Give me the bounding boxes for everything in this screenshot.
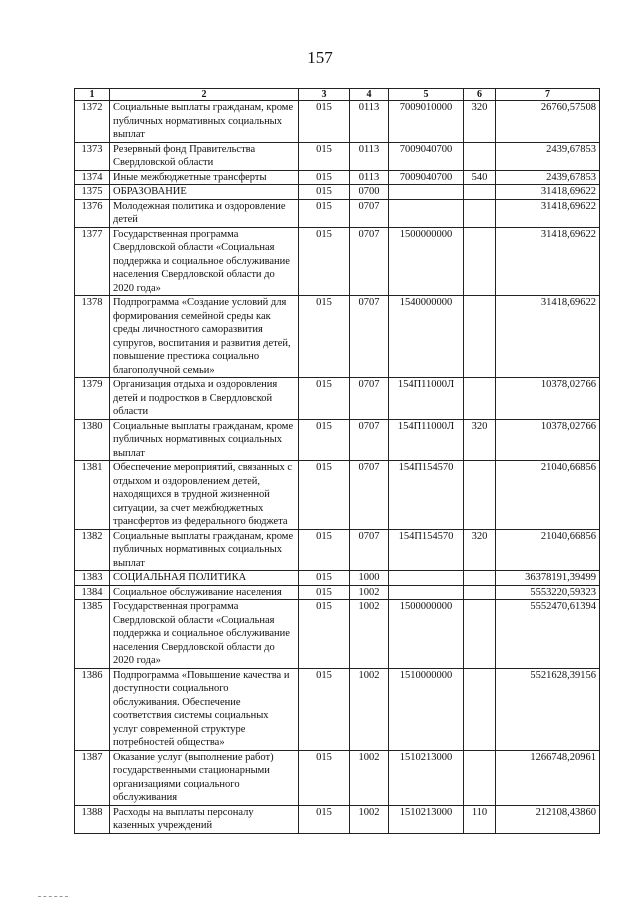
row-ministry-code: 015	[299, 805, 350, 833]
row-section-code: 0700	[350, 185, 389, 200]
row-amount: 10378,02766	[496, 378, 600, 420]
row-ministry-code: 015	[299, 529, 350, 571]
row-target-article: 154П154570	[389, 529, 464, 571]
row-name: Молодежная политика и оздоровление детей	[110, 199, 299, 227]
row-target-article: 1500000000	[389, 600, 464, 669]
row-amount: 5552470,61394	[496, 600, 600, 669]
row-target-article	[389, 199, 464, 227]
row-expense-type: 540	[464, 170, 496, 185]
row-number: 1379	[75, 378, 110, 420]
row-number: 1375	[75, 185, 110, 200]
row-section-code: 0707	[350, 461, 389, 530]
row-number: 1386	[75, 668, 110, 750]
row-expense-type	[464, 185, 496, 200]
row-ministry-code: 015	[299, 378, 350, 420]
table-row	[75, 170, 600, 185]
row-section-code: 0707	[350, 529, 389, 571]
row-name: Оказание услуг (выполнение работ) государственными стационарными организациями социального обслуживания	[110, 750, 299, 805]
row-target-article: 7009010000	[389, 101, 464, 143]
row-ministry-code: 015	[299, 461, 350, 530]
row-section-code: 1002	[350, 600, 389, 669]
row-amount: 5553220,59323	[496, 585, 600, 600]
row-section-code: 1002	[350, 750, 389, 805]
row-target-article: 1510000000	[389, 668, 464, 750]
row-name: Резервный фонд Правительства Свердловской области	[110, 142, 299, 170]
row-section-code: 0707	[350, 378, 389, 420]
row-expense-type	[464, 199, 496, 227]
row-expense-type: 320	[464, 419, 496, 461]
row-name: Организация отдыха и оздоровления детей и подростков в Свердловской области	[110, 378, 299, 420]
row-number: 1372	[75, 101, 110, 143]
scan-edge-mark	[38, 896, 68, 897]
row-expense-type	[464, 378, 496, 420]
row-section-code: 0707	[350, 199, 389, 227]
row-ministry-code: 015	[299, 296, 350, 378]
row-section-code: 0707	[350, 419, 389, 461]
table-row	[75, 750, 600, 805]
row-section-code: 0707	[350, 227, 389, 296]
row-target-article: 154П154570	[389, 461, 464, 530]
row-ministry-code: 015	[299, 227, 350, 296]
row-section-code: 1002	[350, 805, 389, 833]
row-expense-type: 320	[464, 529, 496, 571]
row-ministry-code: 015	[299, 170, 350, 185]
row-name: Социальное обслуживание населения	[110, 585, 299, 600]
page-number: 157	[307, 48, 333, 67]
table-row	[75, 199, 600, 227]
row-ministry-code: 015	[299, 142, 350, 170]
row-amount: 2439,67853	[496, 170, 600, 185]
row-name: Социальные выплаты гражданам, кроме публичных нормативных социальных выплат	[110, 101, 299, 143]
row-ministry-code: 015	[299, 199, 350, 227]
column-header: 4	[350, 89, 389, 101]
column-header: 7	[496, 89, 600, 101]
row-target-article: 1540000000	[389, 296, 464, 378]
row-ministry-code: 015	[299, 750, 350, 805]
row-number: 1377	[75, 227, 110, 296]
row-number: 1373	[75, 142, 110, 170]
table-body	[75, 101, 600, 834]
row-ministry-code: 015	[299, 419, 350, 461]
column-header: 1	[75, 89, 110, 101]
row-expense-type	[464, 142, 496, 170]
row-ministry-code: 015	[299, 185, 350, 200]
table-row	[75, 571, 600, 586]
row-amount: 36378191,39499	[496, 571, 600, 586]
table-row	[75, 668, 600, 750]
row-number: 1382	[75, 529, 110, 571]
row-amount: 2439,67853	[496, 142, 600, 170]
row-target-article: 1500000000	[389, 227, 464, 296]
table-row	[75, 585, 600, 600]
row-number: 1381	[75, 461, 110, 530]
row-section-code: 1002	[350, 668, 389, 750]
row-amount: 31418,69622	[496, 227, 600, 296]
table-row	[75, 461, 600, 530]
row-expense-type	[464, 461, 496, 530]
row-section-code: 0113	[350, 170, 389, 185]
row-expense-type: 320	[464, 101, 496, 143]
row-name: Иные межбюджетные трансферты	[110, 170, 299, 185]
row-number: 1380	[75, 419, 110, 461]
row-ministry-code: 015	[299, 668, 350, 750]
row-target-article: 1510213000	[389, 750, 464, 805]
row-name: ОБРАЗОВАНИЕ	[110, 185, 299, 200]
row-name: Подпрограмма «Повышение качества и доступности социального обслуживания. Обеспечение соответствия системы социальных услуг современной структуре потребностей общества»	[110, 668, 299, 750]
row-ministry-code: 015	[299, 571, 350, 586]
row-amount: 5521628,39156	[496, 668, 600, 750]
row-ministry-code: 015	[299, 600, 350, 669]
table-row	[75, 419, 600, 461]
row-expense-type	[464, 227, 496, 296]
row-expense-type	[464, 600, 496, 669]
row-section-code: 1002	[350, 585, 389, 600]
row-number: 1378	[75, 296, 110, 378]
row-expense-type	[464, 668, 496, 750]
row-target-article: 7009040700	[389, 170, 464, 185]
table-row	[75, 185, 600, 200]
row-number: 1384	[75, 585, 110, 600]
column-header: 5	[389, 89, 464, 101]
table-header-row	[75, 89, 600, 101]
row-section-code: 0707	[350, 296, 389, 378]
row-amount: 21040,66856	[496, 461, 600, 530]
row-target-article: 7009040700	[389, 142, 464, 170]
row-number: 1376	[75, 199, 110, 227]
row-expense-type	[464, 296, 496, 378]
row-amount: 10378,02766	[496, 419, 600, 461]
row-target-article	[389, 185, 464, 200]
row-number: 1387	[75, 750, 110, 805]
table-row	[75, 101, 600, 143]
table-row	[75, 378, 600, 420]
row-number: 1385	[75, 600, 110, 669]
row-name: Обеспечение мероприятий, связанных с отдыхом и оздоровлением детей, находящихся в трудной жизненной ситуации, за счет межбюджетных трансфертов из федерального бюджета	[110, 461, 299, 530]
row-number: 1374	[75, 170, 110, 185]
table-row	[75, 529, 600, 571]
budget-table	[74, 88, 600, 834]
row-amount: 31418,69622	[496, 199, 600, 227]
table-row	[75, 227, 600, 296]
row-name: Государственная программа Свердловской области «Социальная поддержка и социальное обслуживание населения Свердловской области до 2020 года»	[110, 600, 299, 669]
row-target-article: 154П11000Л	[389, 419, 464, 461]
row-section-code: 0113	[350, 101, 389, 143]
row-expense-type	[464, 571, 496, 586]
row-expense-type: 110	[464, 805, 496, 833]
row-amount: 212108,43860	[496, 805, 600, 833]
row-amount: 21040,66856	[496, 529, 600, 571]
table-row	[75, 296, 600, 378]
row-name: Социальные выплаты гражданам, кроме публичных нормативных социальных выплат	[110, 419, 299, 461]
table-row	[75, 600, 600, 669]
row-amount: 31418,69622	[496, 185, 600, 200]
row-expense-type	[464, 585, 496, 600]
row-amount: 1266748,20961	[496, 750, 600, 805]
column-header: 6	[464, 89, 496, 101]
row-section-code: 0113	[350, 142, 389, 170]
row-number: 1388	[75, 805, 110, 833]
row-name: Подпрограмма «Создание условий для формирования семейной среды как среды личностного саморазвития супругов, воспитания и развития детей, повышение престижа социально благополучной семьи»	[110, 296, 299, 378]
row-amount: 26760,57508	[496, 101, 600, 143]
row-amount: 31418,69622	[496, 296, 600, 378]
row-name: СОЦИАЛЬНАЯ ПОЛИТИКА	[110, 571, 299, 586]
row-name: Расходы на выплаты персоналу казенных учреждений	[110, 805, 299, 833]
row-ministry-code: 015	[299, 101, 350, 143]
row-expense-type	[464, 750, 496, 805]
row-section-code: 1000	[350, 571, 389, 586]
column-header: 3	[299, 89, 350, 101]
row-target-article	[389, 585, 464, 600]
table-row	[75, 142, 600, 170]
column-header: 2	[110, 89, 299, 101]
row-target-article: 1510213000	[389, 805, 464, 833]
table-row	[75, 805, 600, 833]
row-ministry-code: 015	[299, 585, 350, 600]
row-target-article	[389, 571, 464, 586]
row-target-article: 154П11000Л	[389, 378, 464, 420]
row-name: Социальные выплаты гражданам, кроме публичных нормативных социальных выплат	[110, 529, 299, 571]
row-name: Государственная программа Свердловской области «Социальная поддержка и социальное обслуживание населения Свердловской области до 2020 года»	[110, 227, 299, 296]
row-number: 1383	[75, 571, 110, 586]
